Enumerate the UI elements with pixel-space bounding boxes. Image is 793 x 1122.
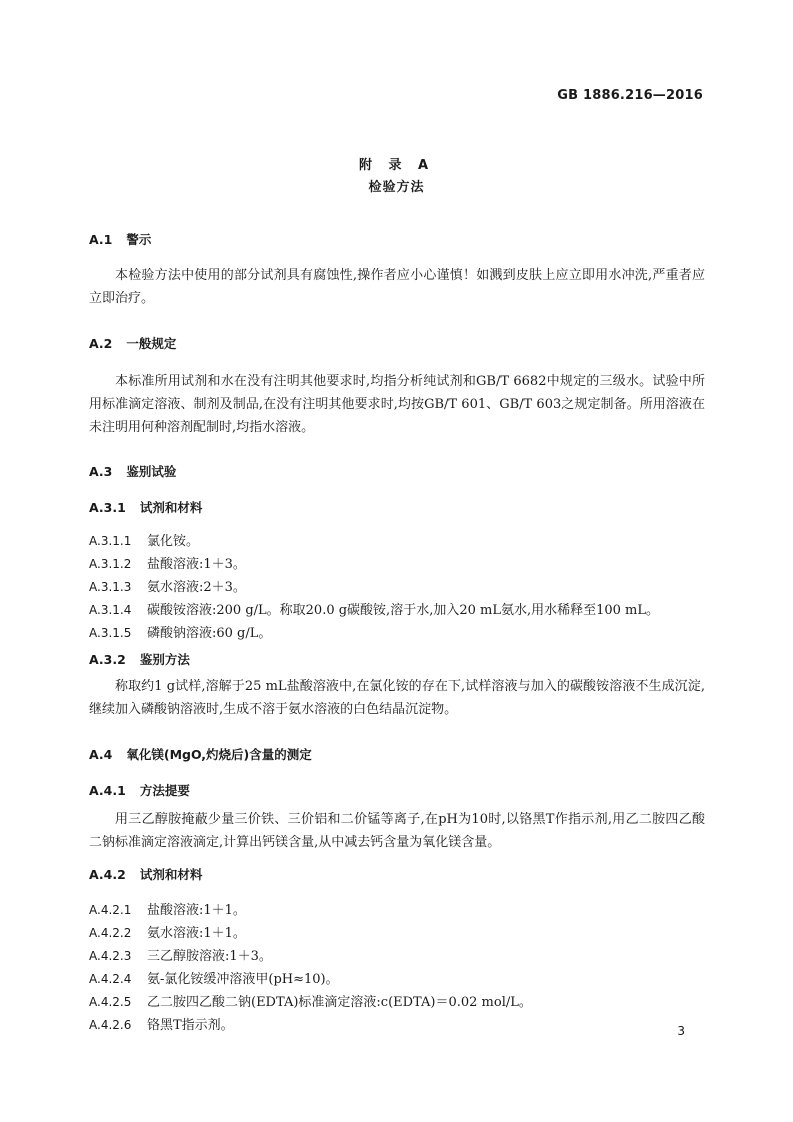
annex-label: 附 录 A bbox=[358, 158, 435, 173]
section-number: A.4.1 bbox=[89, 783, 126, 798]
list-item bbox=[89, 991, 532, 1010]
list-item bbox=[89, 530, 199, 549]
section-title: 方法提要 bbox=[139, 783, 190, 798]
section-heading-a4 bbox=[89, 745, 312, 763]
section-heading-a42 bbox=[89, 865, 202, 883]
standard-code: GB 1886.216—2016 bbox=[557, 88, 703, 103]
section-heading-a41 bbox=[89, 781, 190, 799]
item-number: A.4.2.3 bbox=[89, 949, 132, 963]
section-number: A.2 bbox=[89, 336, 113, 351]
list-item bbox=[89, 553, 246, 572]
section-title: 警示 bbox=[126, 232, 152, 247]
list-item bbox=[89, 922, 246, 941]
section-title: 试剂和材料 bbox=[139, 500, 203, 515]
list-item bbox=[89, 599, 659, 618]
item-number: A.3.1.1 bbox=[89, 534, 132, 548]
item-number: A.3.1.3 bbox=[89, 580, 132, 594]
item-text: 氯化铵。 bbox=[147, 534, 200, 549]
item-text: 氨水溶液:1＋1。 bbox=[147, 926, 246, 941]
section-number: A.3 bbox=[89, 464, 113, 479]
list-item bbox=[89, 899, 246, 918]
paragraph-warning: 本检验方法中使用的部分试剂具有腐蚀性,操作者应小心谨慎！如溅到皮肤上应立即用水冲洗,严重者应立即治疗。 bbox=[89, 268, 705, 306]
section-heading-a3 bbox=[89, 462, 176, 480]
list-item bbox=[89, 576, 246, 595]
paragraph-method-summary: 用三乙醇胺掩蔽少量三价铁、三价铝和二价锰等离子,在pH为10时,以铬黑T作指示剂,用乙二胺四乙酸二钠标准滴定溶液滴定,计算出钙镁含量,从中减去钙含量为氧化镁含量。 bbox=[89, 812, 705, 850]
item-text: 磷酸钠溶液:60 g/L。 bbox=[147, 626, 272, 641]
item-number: A.3.1.4 bbox=[89, 603, 132, 617]
item-text: 铬黑T指示剂。 bbox=[147, 1018, 234, 1033]
page-number: 3 bbox=[677, 1024, 685, 1038]
section-number: A.3.1 bbox=[89, 500, 126, 515]
section-number: A.4.2 bbox=[89, 867, 126, 882]
list-item bbox=[89, 1014, 234, 1033]
item-text: 乙二胺四乙酸二钠(EDTA)标准滴定溶液:c(EDTA)＝0.02 mol/L。 bbox=[147, 995, 532, 1010]
item-text: 氨水溶液:2＋3。 bbox=[147, 580, 246, 595]
item-number: A.3.1.5 bbox=[89, 626, 132, 640]
item-text: 氨-氯化铵缓冲溶液甲(pH≈10)。 bbox=[147, 972, 339, 987]
item-number: A.3.1.2 bbox=[89, 557, 132, 571]
annex-title: 检验方法 bbox=[368, 180, 425, 195]
item-number: A.4.2.1 bbox=[89, 903, 132, 917]
section-number: A.3.2 bbox=[89, 652, 126, 667]
item-text: 盐酸溶液:1＋1。 bbox=[147, 903, 246, 918]
section-heading-a31 bbox=[89, 498, 202, 516]
item-number: A.4.2.2 bbox=[89, 926, 132, 940]
section-heading-a1 bbox=[89, 230, 151, 248]
section-title: 氧化镁(MgO,灼烧后)含量的测定 bbox=[126, 747, 312, 762]
item-text: 三乙醇胺溶液:1＋3。 bbox=[147, 949, 272, 964]
section-heading-a32 bbox=[89, 650, 190, 668]
section-number: A.4 bbox=[89, 747, 113, 762]
paragraph-identification: 称取约1 g试样,溶解于25 mL盐酸溶液中,在氯化铵的存在下,试样溶液与加入的碳酸铵溶液不生成沉淀,继续加入磷酸钠溶液时,生成不溶于氨水溶液的白色结晶沉淀物。 bbox=[89, 679, 705, 717]
item-text: 碳酸铵溶液:200 g/L。称取20.0 g碳酸铵,溶于水,加入20 mL氨水,用水稀释至100 mL。 bbox=[147, 603, 659, 618]
item-number: A.4.2.4 bbox=[89, 972, 132, 986]
item-text: 盐酸溶液:1＋3。 bbox=[147, 557, 246, 572]
section-title: 鉴别试验 bbox=[126, 464, 177, 479]
paragraph-general: 本标准所用试剂和水在没有注明其他要求时,均指分析纯试剂和GB/T 6682中规定的三级水。试验中所用标准滴定溶液、制剂及制品,在没有注明其他要求时,均按GB/T 601、GB/T 603之规定制备。所用溶液在未注明用何种溶剂配制时,均指水溶液。 bbox=[89, 374, 705, 435]
item-number: A.4.2.5 bbox=[89, 995, 132, 1009]
section-number: A.1 bbox=[89, 232, 113, 247]
section-title: 一般规定 bbox=[126, 336, 177, 351]
list-item bbox=[89, 622, 271, 641]
section-heading-a2 bbox=[89, 334, 176, 352]
list-item bbox=[89, 968, 339, 987]
section-title: 试剂和材料 bbox=[139, 867, 203, 882]
list-item bbox=[89, 945, 272, 964]
section-title: 鉴别方法 bbox=[139, 652, 190, 667]
item-number: A.4.2.6 bbox=[89, 1018, 132, 1032]
